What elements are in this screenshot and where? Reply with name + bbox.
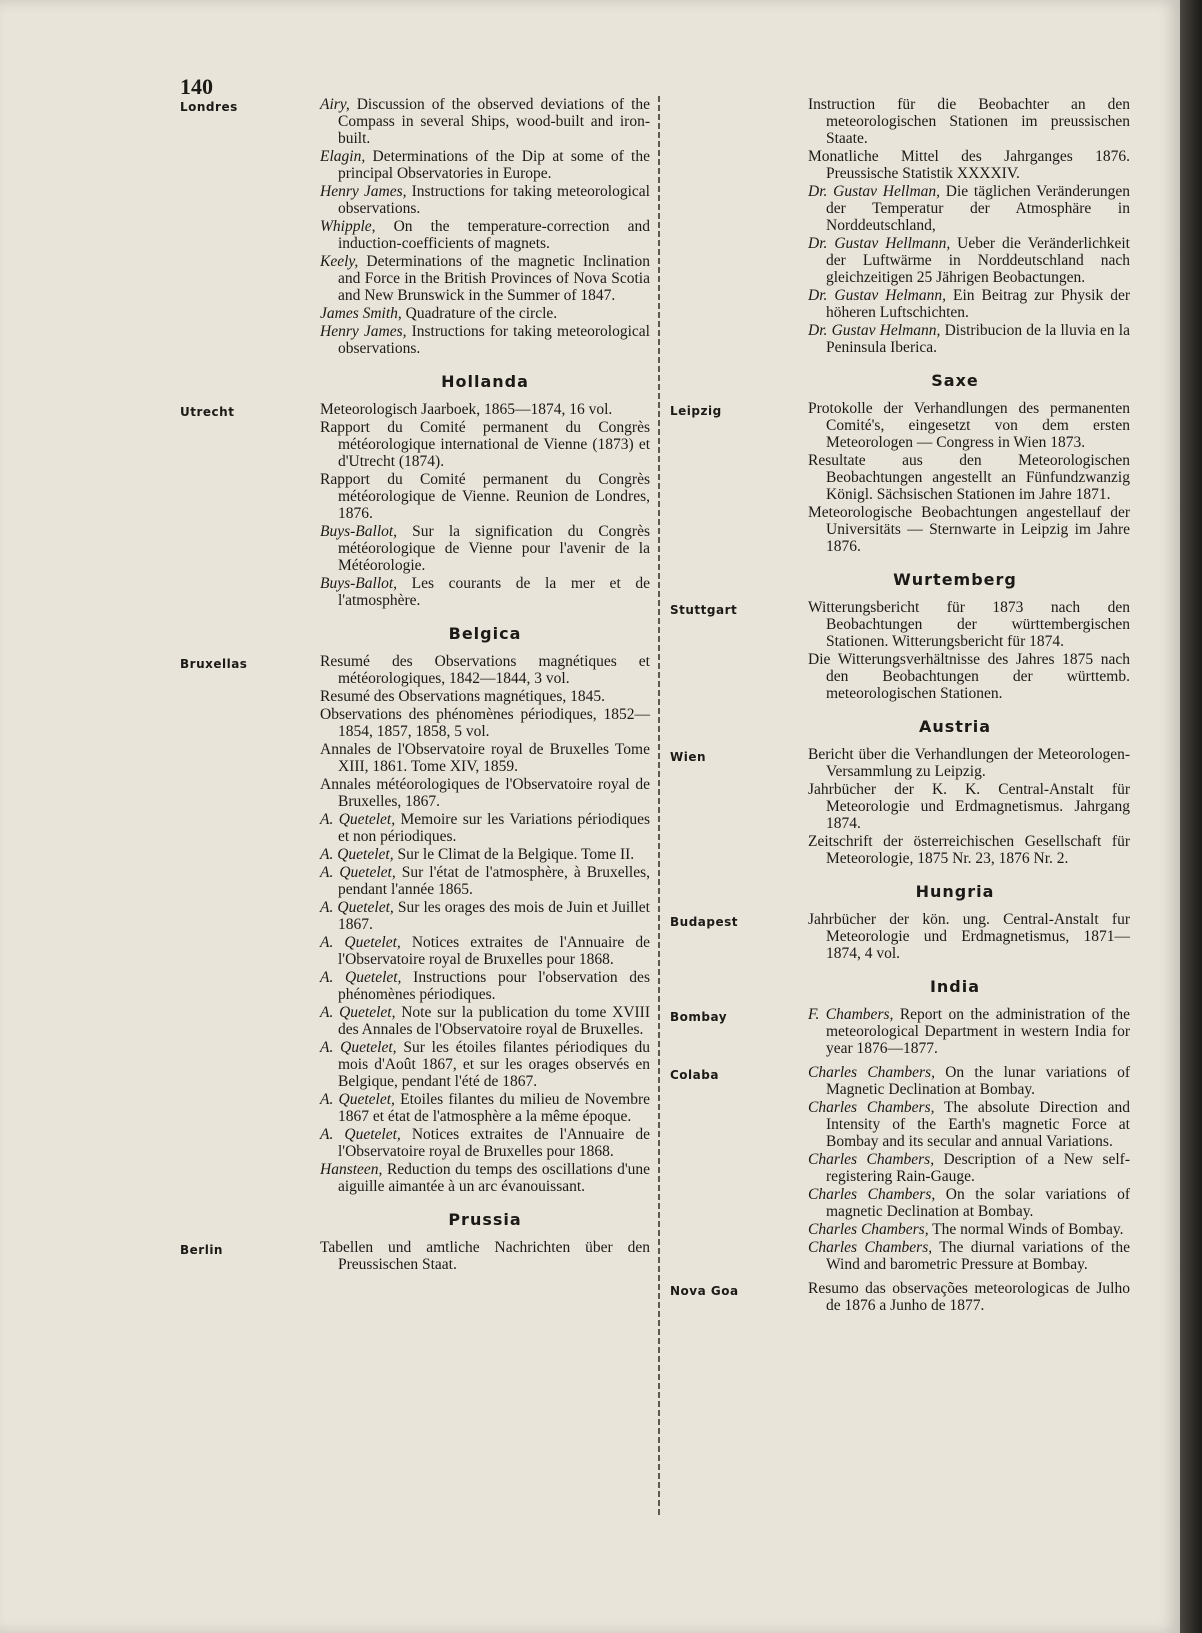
bibliography-entry bbox=[320, 183, 650, 217]
entry-text: Observations des phénomènes périodiques, 1852—1854, 1857, 1858, 5 vol. bbox=[320, 706, 650, 740]
city-label bbox=[670, 96, 808, 100]
bibliography-entry bbox=[808, 1064, 1130, 1098]
bibliography-entry bbox=[808, 1006, 1130, 1057]
bibliography-entry bbox=[320, 864, 650, 898]
entry-text: Instruction für die Beobachter an den meteorologischen Stationen im preussischen Staate. bbox=[808, 96, 1130, 147]
entry-text: Sur la signification du Congrès météorologique de Vienne pour l'avenir de la Météorologie. bbox=[338, 523, 650, 574]
entry-list bbox=[320, 401, 650, 610]
bibliography-entry bbox=[808, 322, 1130, 356]
entry-list bbox=[808, 911, 1130, 963]
bibliography-entry bbox=[808, 1239, 1130, 1273]
entry-author: Keely, bbox=[320, 253, 359, 270]
bibliography-entry bbox=[808, 287, 1130, 321]
entry-text: Sur l'état de l'atmosphère, à Bruxelles, pendant l'année 1865. bbox=[338, 864, 650, 898]
bibliography-entry bbox=[320, 741, 650, 775]
entry-author: A. Quetelet, bbox=[320, 811, 396, 828]
entry-text: Discussion of the observed deviations of the Compass in several Ships, wood-built and iron-built. bbox=[338, 96, 650, 147]
bibliography-entry bbox=[808, 400, 1130, 451]
entry-author: A. Quetelet, bbox=[320, 864, 396, 881]
bibliography-entry bbox=[320, 218, 650, 252]
entry-text: Jahrbücher der kön. ung. Central-Anstalt fur Meteorologie und Erdmagnetismus, 1871—1874, 4 vol. bbox=[808, 911, 1130, 962]
bibliography-entry bbox=[320, 1239, 650, 1273]
entry-text: Zeitschrift der österreichischen Gesellschaft für Meteorologie, 1875 Nr. 23, 1876 Nr. 2. bbox=[808, 833, 1130, 867]
entry-list bbox=[808, 96, 1130, 357]
entry-text: Sur le Climat de la Belgique. Tome II. bbox=[393, 846, 635, 863]
city-block bbox=[180, 401, 650, 610]
entry-list bbox=[808, 746, 1130, 868]
entry-author: Dr. Gustav Hellmann, bbox=[808, 235, 951, 252]
bibliography-entry bbox=[320, 899, 650, 933]
bibliography-entry bbox=[808, 1099, 1130, 1150]
city-label: Nova Goa bbox=[670, 1284, 739, 1298]
section-heading: India bbox=[929, 977, 981, 996]
city-block bbox=[670, 746, 1130, 868]
bibliography-entry bbox=[320, 1091, 650, 1125]
entry-text: Monatliche Mittel des Jahrganges 1876. Preussische Statistik XXXXIV. bbox=[808, 148, 1130, 182]
city-label: Bruxellas bbox=[180, 657, 248, 671]
entry-list bbox=[808, 1006, 1130, 1058]
entry-text: Meteorologisch Jaarboek, 1865—1874, 16 vol. bbox=[320, 401, 613, 418]
bibliography-entry bbox=[808, 599, 1130, 650]
section-heading: Wurtemberg bbox=[893, 570, 1017, 589]
bibliography-entry bbox=[808, 1186, 1130, 1220]
bibliography-entry bbox=[320, 811, 650, 845]
city-block bbox=[180, 96, 650, 358]
city-label: Bombay bbox=[670, 1010, 728, 1024]
entry-text: The normal Winds of Bombay. bbox=[928, 1221, 1124, 1238]
entry-text: Quadrature of the circle. bbox=[401, 305, 558, 322]
bibliography-entry bbox=[808, 781, 1130, 832]
entry-text: Die täglichen Veränderungen der Temperatur der Atmosphäre in Norddeutschland, bbox=[826, 183, 1130, 234]
entry-text: Rapport du Comité permanent du Congrès météorologique de Vienne. Reunion de Londres, 1876. bbox=[320, 471, 650, 522]
bibliography-entry bbox=[808, 1280, 1130, 1314]
entry-text: Notices extraites de l'Annuaire de l'Observatoire royal de Bruxelles pour 1868. bbox=[338, 934, 650, 968]
entry-text: Etoiles filantes du milieu de Novembre 1867 et état de l'atmosphère a la même époque. bbox=[338, 1091, 650, 1125]
bibliography-entry bbox=[808, 651, 1130, 702]
page-number: 140 bbox=[180, 74, 213, 99]
entry-text: Sur les orages des mois de Juin et Juillet 1867. bbox=[338, 899, 650, 933]
bibliography-entry bbox=[808, 504, 1130, 555]
bibliography-entry bbox=[808, 148, 1130, 182]
entry-author: F. Chambers, bbox=[808, 1006, 894, 1023]
entry-author: Charles Chambers, bbox=[808, 1186, 936, 1203]
entry-text: On the temperature-correction and induction-coefficients of magnets. bbox=[338, 218, 650, 252]
entry-author: A. Quetelet, bbox=[320, 1004, 396, 1021]
city-label: Wien bbox=[670, 750, 707, 764]
city-block bbox=[670, 96, 1130, 357]
entry-author: Whipple, bbox=[320, 218, 376, 235]
entry-author: Hansteen, bbox=[320, 1161, 383, 1178]
entry-author: Henry James, bbox=[320, 183, 407, 200]
bibliography-entry bbox=[320, 1004, 650, 1038]
entry-author: A. Quetelet, bbox=[320, 934, 401, 951]
entry-text: Notices extraites de l'Annuaire de l'Observatoire royal de Bruxelles pour 1868. bbox=[338, 1126, 650, 1160]
entry-list bbox=[808, 400, 1130, 556]
city-block bbox=[670, 911, 1130, 963]
bibliography-entry bbox=[320, 323, 650, 357]
section-heading: Belgica bbox=[448, 624, 522, 643]
entry-text: Witterungsbericht für 1873 nach den Beobachtungen der württembergischen Stationen. Witterungsbericht für 1874. bbox=[808, 599, 1130, 650]
bibliography-entry bbox=[808, 1221, 1130, 1238]
right-column bbox=[670, 96, 1130, 1321]
entry-text: Memoire sur les Variations périodiques et non périodiques. bbox=[338, 811, 650, 845]
entry-text: Reduction du temps des oscillations d'une aiguille aimantée à un arc évanouissant. bbox=[338, 1161, 650, 1195]
entry-text: Determinations of the magnetic Inclination and Force in the British Provinces of Nova Scotia and New Brunswick in the Summer of 1847. bbox=[338, 253, 650, 304]
entry-text: Sur les étoiles filantes périodiques du mois d'Août 1867, et sur les orages observés en Belgique, pendant l'été de 1867. bbox=[338, 1039, 650, 1090]
entry-text: Instructions pour l'observation des phénomènes périodiques. bbox=[338, 969, 650, 1003]
bibliography-entry bbox=[808, 833, 1130, 867]
entry-author: A. Quetelet, bbox=[320, 899, 394, 916]
bibliography-entry bbox=[808, 746, 1130, 780]
entry-text: Note sur la publication du tome XVIII des Annales de l'Observatoire royal de Bruxelles. bbox=[338, 1004, 650, 1038]
bibliography-entry bbox=[320, 253, 650, 304]
entry-author: Buys-Ballot, bbox=[320, 523, 398, 540]
entry-text: Meteorologische Beobachtungen angestellauf der Universitäts — Sternwarte in Leipzig im Jahre 1876. bbox=[808, 504, 1130, 555]
bibliography-entry bbox=[320, 776, 650, 810]
entry-text: Die Witterungsverhältnisse des Jahres 1875 nach den Beobachtungen der württemb. meteorologischen Stationen. bbox=[808, 651, 1130, 702]
section-heading: Prussia bbox=[448, 1210, 522, 1229]
city-block bbox=[670, 400, 1130, 556]
city-label: Leipzig bbox=[670, 404, 722, 418]
entry-text: On the lunar variations of Magnetic Declination at Bombay. bbox=[826, 1064, 1130, 1098]
section-heading: Saxe bbox=[931, 371, 979, 390]
bibliography-entry bbox=[808, 183, 1130, 234]
entry-text: Report on the administration of the meteorological Department in western India for year 1876—1877. bbox=[826, 1006, 1130, 1057]
bibliography-entry bbox=[320, 846, 650, 863]
bibliography-entry bbox=[808, 1151, 1130, 1185]
entry-author: Airy, bbox=[320, 96, 350, 113]
entry-text: Ueber die Veränderlichkeit der Luftwärme in Norddeutschland nach gleichzeitigen 25 Jährigen Beobactungen. bbox=[826, 235, 1130, 286]
city-label: Colaba bbox=[670, 1068, 719, 1082]
section-heading: Hollanda bbox=[441, 372, 529, 391]
entry-text: Protokolle der Verhandlungen des permanenten Comité's, eingesetzt von dem ersten Meteorologen — Congress in Wien 1873. bbox=[808, 400, 1130, 451]
entry-text: Les courants de la mer et de l'atmosphère. bbox=[338, 575, 650, 609]
bibliography-entry bbox=[808, 911, 1130, 962]
entry-list bbox=[320, 1239, 650, 1274]
entry-text: The diurnal variations of the Wind and barometric Pressure at Bombay. bbox=[826, 1239, 1130, 1273]
entry-text: Resumo das observações meteorologicas de Julho de 1876 a Junho de 1877. bbox=[808, 1280, 1130, 1314]
entry-text: Instructions for taking meteorological observations. bbox=[338, 183, 650, 217]
entry-list bbox=[808, 1280, 1130, 1315]
left-column bbox=[180, 96, 650, 1280]
entry-author: Dr. Gustav Hellman, bbox=[808, 183, 941, 200]
entry-text: Determinations of the Dip at some of the principal Observatories in Europe. bbox=[338, 148, 650, 182]
entry-author: Buys-Ballot, bbox=[320, 575, 398, 592]
entry-text: Ein Beitrag zur Physik der höheren Luftschichten. bbox=[826, 287, 1130, 321]
city-block bbox=[670, 1280, 1130, 1315]
bibliography-entry bbox=[808, 96, 1130, 147]
bibliography-entry bbox=[320, 523, 650, 574]
city-label: Londres bbox=[180, 100, 238, 114]
entry-list bbox=[320, 653, 650, 1196]
entry-author: A. Quetelet, bbox=[320, 969, 402, 986]
entry-text: Instructions for taking meteorological observations. bbox=[338, 323, 650, 357]
entry-author: Charles Chambers, bbox=[808, 1099, 935, 1116]
entry-author: Charles Chambers, bbox=[808, 1239, 933, 1256]
bibliography-entry bbox=[320, 969, 650, 1003]
entry-text: Annales de l'Observatoire royal de Bruxelles Tome XIII, 1861. Tome XIV, 1859. bbox=[320, 741, 650, 775]
entry-text: Annales météorologiques de l'Observatoire royal de Bruxelles, 1867. bbox=[320, 776, 650, 810]
bibliography-entry bbox=[320, 688, 650, 705]
bibliography-entry bbox=[320, 305, 650, 322]
city-block bbox=[180, 653, 650, 1196]
entry-text: Resumé des Observations magnétiques et météorologiques, 1842—1844, 3 vol. bbox=[320, 653, 650, 687]
city-label: Budapest bbox=[670, 915, 738, 929]
entry-text: Resultate aus den Meteorologischen Beobachtungen angestellt an Fünfundzwanzig Königl. Sächsischen Stationen im Jahre 1871. bbox=[808, 452, 1130, 503]
entry-author: A. Quetelet, bbox=[320, 1039, 397, 1056]
bibliography-entry bbox=[320, 401, 650, 418]
entry-author: Elagin, bbox=[320, 148, 366, 165]
bibliography-entry bbox=[320, 96, 650, 147]
city-block bbox=[670, 1006, 1130, 1058]
entry-author: A. Quetelet, bbox=[320, 1126, 401, 1143]
city-block bbox=[670, 599, 1130, 703]
entry-text: Distribucion de la lluvia en la Peninsula Iberica. bbox=[826, 322, 1130, 356]
city-label: Berlin bbox=[180, 1243, 223, 1257]
entry-author: Dr. Gustav Helmann, bbox=[808, 287, 947, 304]
bibliography-entry bbox=[320, 419, 650, 470]
column-divider bbox=[655, 96, 663, 1516]
city-label: Stuttgart bbox=[670, 603, 738, 617]
city-block bbox=[180, 1239, 650, 1274]
bibliography-entry bbox=[320, 148, 650, 182]
entry-text: The absolute Direction and Intensity of the Earth's magnetic Force at Bombay and its secular and annual Variations. bbox=[826, 1099, 1130, 1150]
bibliography-entry bbox=[808, 452, 1130, 503]
entry-list bbox=[808, 599, 1130, 703]
bibliography-entry bbox=[320, 1039, 650, 1090]
entry-list bbox=[808, 1064, 1130, 1274]
entry-text: Tabellen und amtliche Nachrichten über den Preussischen Staat. bbox=[320, 1239, 650, 1273]
entry-text: Rapport du Comité permanent du Congrès météorologique international de Vienne (1873) et d'Utrecht (1874). bbox=[320, 419, 650, 470]
entry-text: Description of a New self-registering Rain-Gauge. bbox=[826, 1151, 1130, 1185]
page-edge bbox=[1180, 0, 1202, 1633]
entry-author: Charles Chambers, bbox=[808, 1064, 935, 1081]
bibliography-entry bbox=[320, 575, 650, 609]
section-heading: Austria bbox=[918, 717, 992, 736]
entry-list bbox=[320, 96, 650, 358]
bibliography-entry bbox=[320, 1161, 650, 1195]
bibliography-entry bbox=[320, 471, 650, 522]
entry-author: A. Quetelet, bbox=[320, 846, 394, 863]
bibliography-entry bbox=[808, 235, 1130, 286]
bibliography-entry bbox=[320, 1126, 650, 1160]
city-block bbox=[670, 1064, 1130, 1274]
entry-author: Dr. Gustav Helmann, bbox=[808, 322, 941, 339]
entry-author: Charles Chambers, bbox=[808, 1221, 929, 1238]
entry-text: Bericht über die Verhandlungen der Meteorologen-Versammlung zu Leipzig. bbox=[808, 746, 1130, 780]
entry-text: Resumé des Observations magnétiques, 1845. bbox=[320, 688, 605, 705]
section-heading: Hungria bbox=[915, 882, 995, 901]
entry-author: James Smith, bbox=[320, 305, 402, 322]
bibliography-entry bbox=[320, 706, 650, 740]
entry-text: Jahrbücher der K. K. Central-Anstalt für Meteorologie und Erdmagnetismus. Jahrgang 1874. bbox=[808, 781, 1130, 832]
bibliography-entry bbox=[320, 934, 650, 968]
entry-author: Charles Chambers, bbox=[808, 1151, 935, 1168]
entry-text: On the solar variations of magnetic Declination at Bombay. bbox=[826, 1186, 1130, 1220]
city-label: Utrecht bbox=[180, 405, 235, 419]
entry-author: A. Quetelet, bbox=[320, 1091, 395, 1108]
entry-author: Henry James, bbox=[320, 323, 407, 340]
bibliography-entry bbox=[320, 653, 650, 687]
